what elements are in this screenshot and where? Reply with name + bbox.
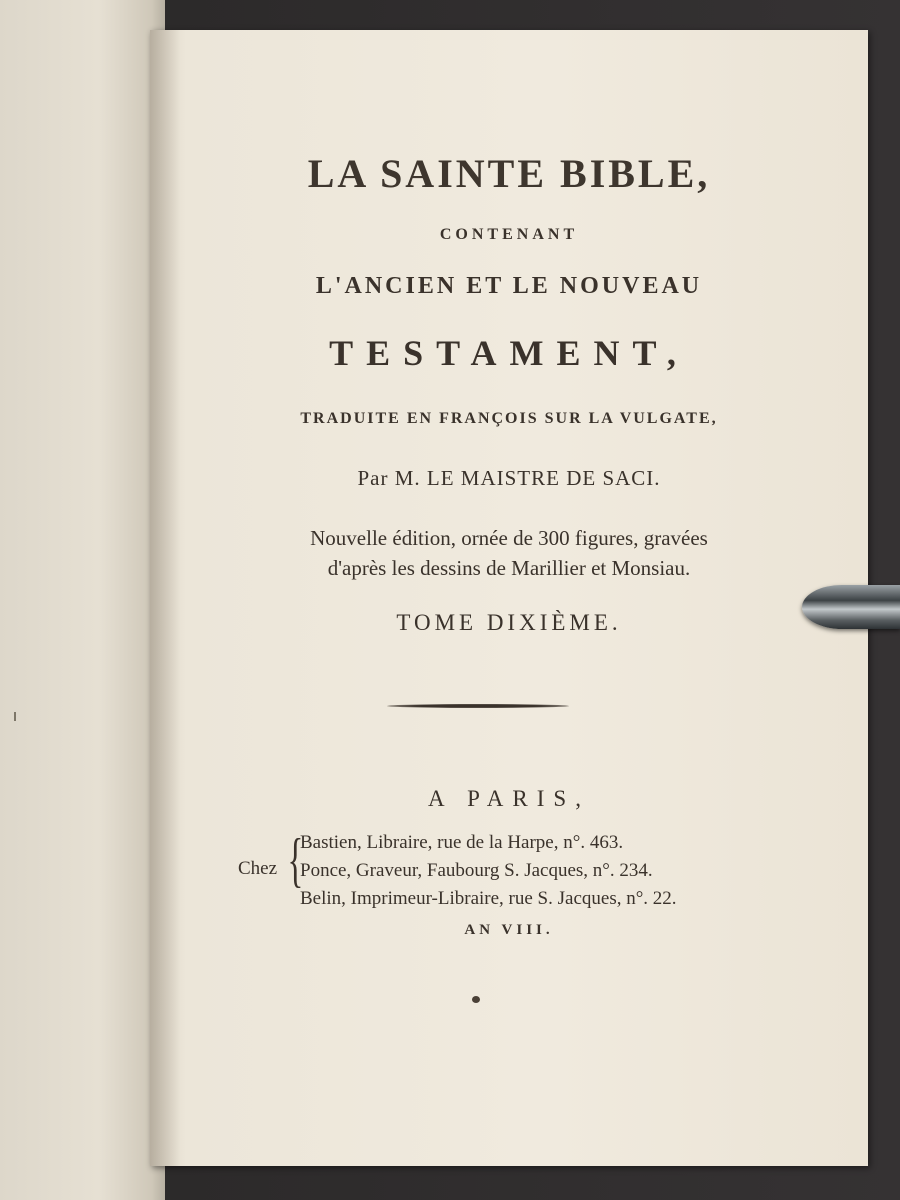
subtitle-ancien-nouveau: L'ANCIEN ET LE NOUVEAU (315, 273, 703, 299)
brace-icon: { (287, 827, 304, 893)
publication-date: AN VIII. (464, 922, 554, 938)
chez-label: Chez (238, 858, 278, 879)
volume-number: TOME DIXIÈME. (396, 610, 622, 635)
publisher-belin: Belin, Imprimeur-Libraire, rue S. Jacques, n°. 22. (300, 888, 677, 909)
subtitle-testament: TESTAMENT, (329, 333, 689, 373)
publisher-bastien: Bastien, Libraire, rue de la Harpe, n°. 463. (300, 832, 624, 853)
gutter-shadow (150, 30, 180, 1166)
title-page (150, 30, 868, 1166)
ornamental-rule (387, 704, 569, 708)
silver-bookmark (802, 585, 900, 629)
left-page (0, 0, 165, 1200)
place-of-publication: A PARIS, (428, 786, 590, 811)
translation-note: TRADUITE EN FRANÇOIS SUR LA VULGATE, (300, 410, 718, 427)
book-title: LA SAINTE BIBLE, (307, 151, 711, 196)
edition-line-2: d'après les dessins de Marillier et Monsiau. (327, 556, 691, 580)
page-blemish (14, 712, 16, 721)
subtitle-contenant: CONTENANT (439, 226, 579, 243)
ink-speck (472, 996, 480, 1003)
publisher-ponce: Ponce, Graveur, Faubourg S. Jacques, n°. 234. (300, 860, 653, 881)
translator-line: Par M. LE MAISTRE DE SACI. (357, 466, 661, 490)
edition-line-1: Nouvelle édition, ornée de 300 figures, gravées (310, 526, 708, 550)
